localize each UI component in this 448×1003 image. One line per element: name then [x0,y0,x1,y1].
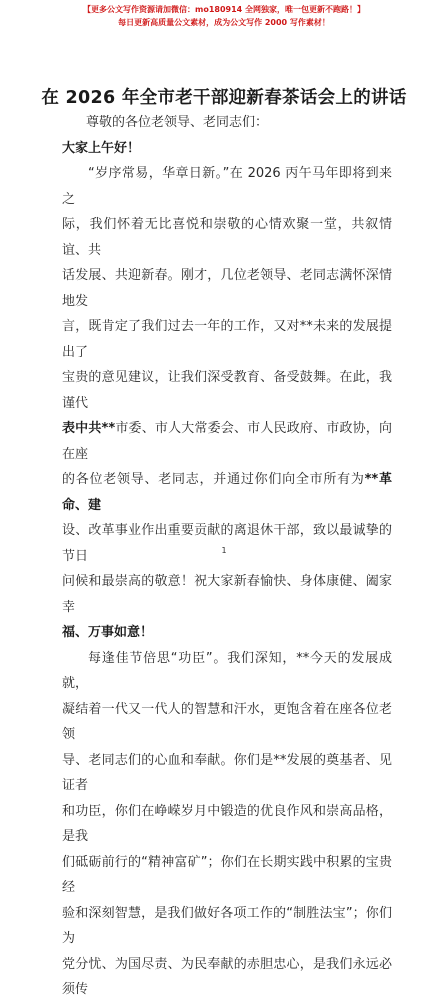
document-body [62,110,392,1003]
banner-line-2: 每日更新高质量公文素材，成为公文写作 2000 写作素材！ [118,18,330,27]
text-line: 福、万事如意！ [62,625,154,640]
text-span: 的各位老领导、老同志，并通过你们向全市所有为 [62,472,365,487]
banner-line-1: 【更多公文写作资源请加微信：mo180914 全网独家，唯一包更新不跑路！】 [82,5,365,14]
text-line: 话发展、共迎新春。刚才，几位老领导、老同志满怀深情地发 [62,268,392,309]
text-line: 宝贵的意见建议，让我们深受教育、备受鼓舞。在此，我谨代 [62,370,392,411]
text-line [62,467,392,518]
text-line [62,416,392,467]
paragraph-1 [62,161,392,646]
text-line: 验和深刻智慧，是我们做好各项工作的“制胜法宝”；你们为 [62,905,392,946]
text-line: 设、改革事业作出重要贡献的离退休干部，致以最诚挚的节日 [62,523,392,564]
salutation: 尊敬的各位老领导、老同志们： [86,115,269,130]
text-line: 言，既肯定了我们过去一年的工作，又对**未来的发展提出了 [62,319,392,360]
text-line: 党分忧、为国尽责、为民奉献的赤胆忠心，是我们永远必须传 [62,956,392,997]
text-span: 市委、市人大常委会、市人民政府、市政协，向在座 [62,421,392,462]
document-title: 在 2026 年全市老干部迎新春茶话会上的讲话 [41,88,407,108]
text-line: 际，我们怀着无比喜悦和崇敬的心情欢聚一堂，共叙情谊、共 [62,217,392,258]
bold-text: 表中共** [62,421,116,436]
text-line: 问候和最崇高的敬意！祝大家新春愉快、身体康健、阖家幸 [62,574,392,615]
page-number: 1 [221,546,227,555]
bold-text: **革命、建 [62,472,392,513]
text-line: 导、老同志们的心血和奉献。你们是**发展的奠基者、见证者 [62,752,392,793]
paragraph-2 [62,646,392,1003]
header-banner [0,3,448,29]
text-line: 和功臣，你们在峥嵘岁月中锻造的优良作风和崇高品格，是我 [62,803,392,844]
text-line: “岁序常易，华章日新。”在 2026 丙午马年即将到来之 [62,166,392,207]
text-line: 每逢佳节倍思“功臣”。我们深知，**今天的发展成就， [62,650,392,691]
text-line: 凝结着一代又一代人的智慧和汗水，更饱含着在座各位老领 [62,701,392,742]
text-line: 们砥砺前行的“精神富矿”；你们在长期实践中积累的宝贵经 [62,854,392,895]
greeting: 大家上午好！ [62,140,141,156]
